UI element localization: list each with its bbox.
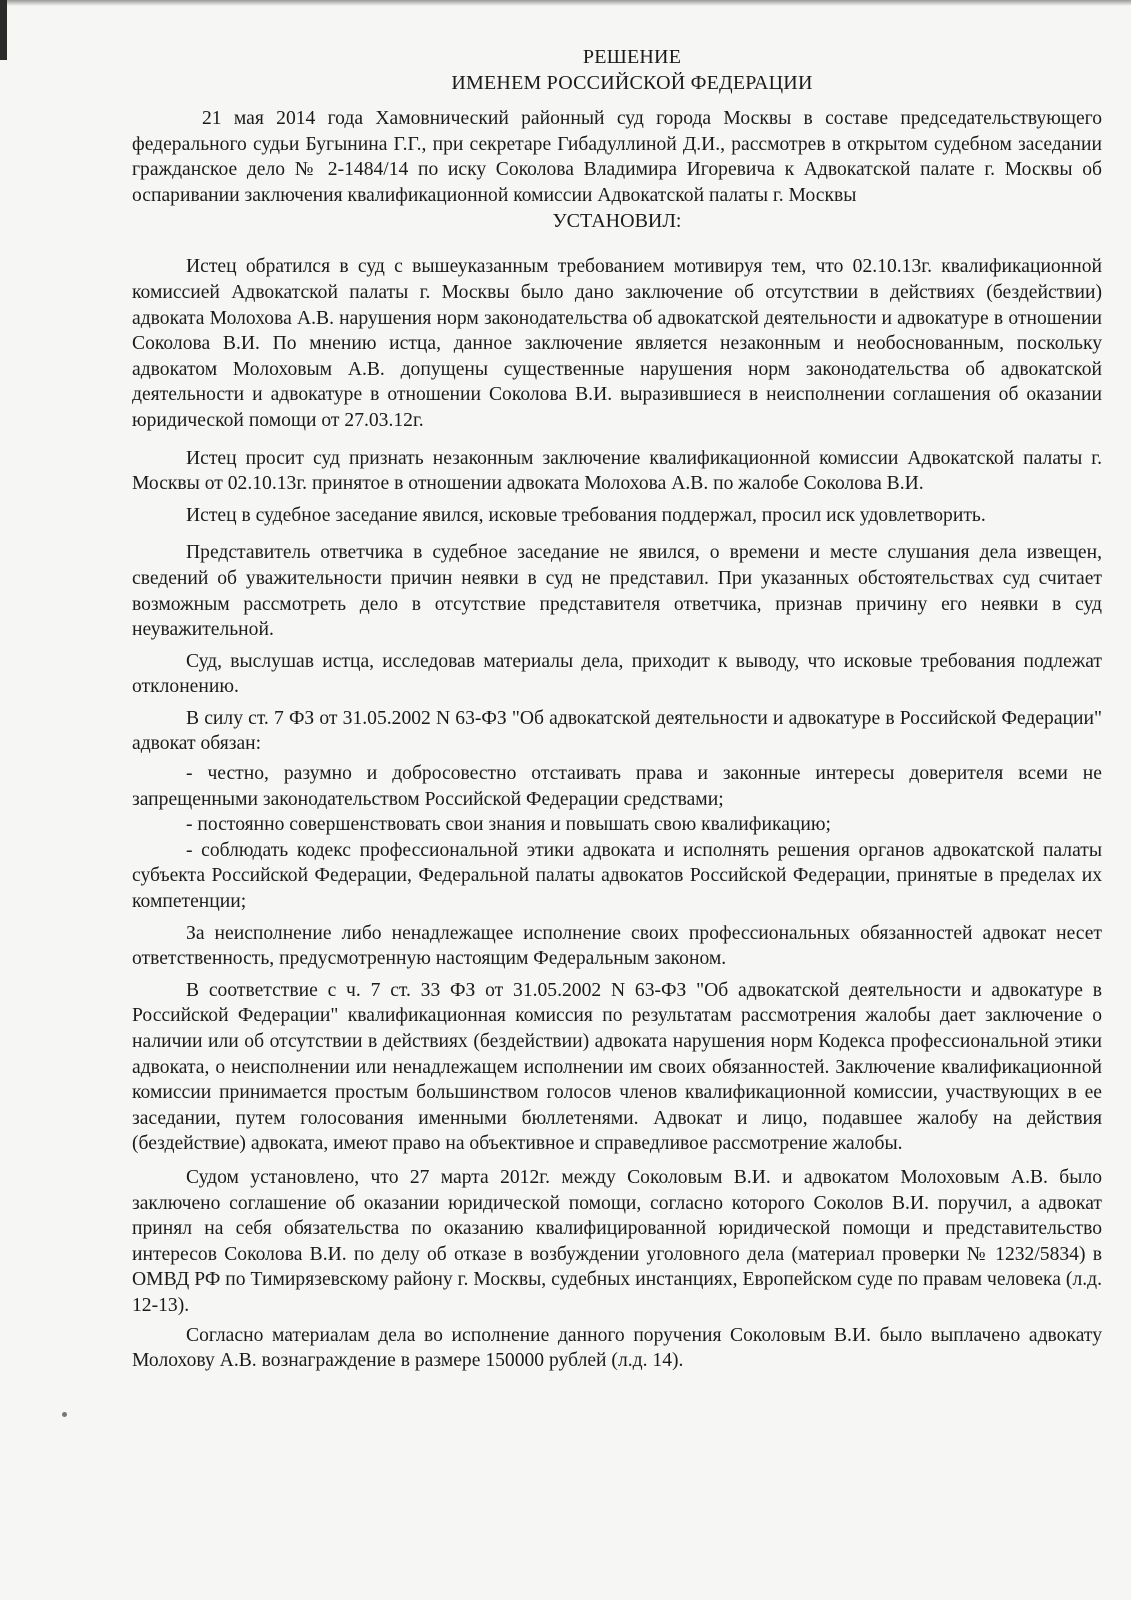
paragraph: Истец просит суд признать незаконным заключение квалификационной комиссии Адвокатской палаты г. Москвы от 02.10.13г. принятое в отношении адвоката Молохова А.В. по жалобе Соколова В.И. (132, 447, 1102, 495)
paragraph: Представитель ответчика в судебное заседание не явился, о времени и месте слушания дела извещен, сведений об уважительности причин неявки в суд не представил. При указанных обстоятельствах суд считает возможным рассмотреть дело в отсутствие представителя ответчика, признав причину его неявки в суд неуважительной. (132, 542, 1102, 641)
document-subtitle: ИМЕНЕМ РОССИЙСКОЙ ФЕДЕРАЦИИ (451, 72, 813, 94)
paragraph: За неисполнение либо ненадлежащее исполнение своих профессиональных обязанностей адвокат несет ответственность, предусмотренную настоящим Федеральным законом. (132, 922, 1102, 970)
scan-edge (0, 0, 1131, 6)
scan-speck (62, 1412, 67, 1417)
section-heading: УСТАНОВИЛ: (552, 210, 682, 233)
paragraph: В силу ст. 7 ФЗ от 31.05.2002 N 63-ФЗ "Об адвокатской деятельности и адвокатуре в Российской Федерации" адвокат обязан: (132, 707, 1102, 755)
paragraph: В соответствие с ч. 7 ст. 33 ФЗ от 31.05.2002 N 63-ФЗ "Об адвокатской деятельности и адвокатуре в Российской Федерации" квалификационная комиссия по результатам рассмотрения жалобы дает заключение о наличии или об отсутствии в действиях (бездействии) адвоката нарушения норм Кодекса профессиональной этики адвоката, о неисполнении или ненадлежащем исполнении им своих обязанностей. Заключение квалификационной комиссии принимается простым большинством голосов членов квалификационной комиссии, участвующих в ее заседании, путем голосования именными бюллетенями. Адвокат и лицо, подавшее жалобу на действия (бездействие) адвоката, имеют право на объективное и справедливое рассмотрение жалобы. (132, 979, 1102, 1155)
paragraph: Истец в судебное заседание явился, исковые требования поддержал, просил иск удовлетворить. (186, 504, 986, 526)
list-item: - постоянно совершенствовать свои знания и повышать свою квалификацию; (186, 814, 831, 836)
scan-edge-left (0, 0, 7, 60)
paragraph: Судом установлено, что 27 марта 2012г. между Соколовым В.И. и адвокатом Молоховым А.В. было заключено соглашение об оказании юридической помощи, согласно которого Соколов В.И. поручил, а адвокат принял на себя обязательства по оказанию квалифицированной юридической помощи и представительство интересов Соколова В.И. по делу об отказе в возбуждении уголовного дела (материал проверки № 1232/5834) в ОМВД РФ по Тимирязевскому району г. Москвы, судебных инстанциях, Европейском суде по правам человека (л.д. 12-13). (132, 1166, 1102, 1316)
paragraph: Согласно материалам дела во исполнение данного поручения Соколовым В.И. было выплачено адвокату Молохову А.В. вознаграждение в размере 150000 рублей (л.д. 14). (132, 1324, 1102, 1372)
list-item: - соблюдать кодекс профессиональной этики адвоката и исполнять решения органов адвокатской палаты субъекта Российской Федерации, Федеральной палаты адвокатов Российской Федерации, принятые в пределах их компетенции; (132, 839, 1102, 913)
paragraph: Суд, выслушав истца, исследовав материалы дела, приходит к выводу, что исковые требования подлежат отклонению. (132, 650, 1102, 698)
paragraph: Истец обратился в суд с вышеуказанным требованием мотивируя тем, что 02.10.13г. квалификационной комиссией Адвокатской палаты г. Москвы было дано заключение об отсутствии в действиях (бездействии) адвоката Молохова А.В. нарушения норм законодательства об адвокатской деятельности и адвокатуре в отношении Соколова В.И. По мнению истца, данное заключение является незаконным и необоснованным, поскольку адвокатом Молоховым А.В. допущены существенные нарушения норм законодательства об адвокатской деятельности и адвокатуре в отношении Соколова В.И. выразившиеся в неисполнении соглашения об оказании юридической помощи от 27.03.12г. (132, 256, 1102, 431)
document-page (132, 44, 1102, 1374)
intro-paragraph: 21 мая 2014 года Хамовнический районный суд города Москвы в составе председательствующего федерального судьи Бугынина Г.Г., при секретаре Гибадуллиной Д.И., рассмотрев в открытом судебном заседании гражданское дело № 2-1484/14 по иску Соколова Владимира Игоревича к Адвокатской палате г. Москвы об оспаривании заключения квалификационной комиссии Адвокатской палаты г. Москвы (132, 108, 1102, 206)
document-title: РЕШЕНИЕ (582, 46, 682, 68)
list-item: - честно, разумно и добросовестно отстаивать права и законные интересы доверителя всеми не запрещенными законодательством Российской Федерации средствами; (132, 763, 1102, 810)
